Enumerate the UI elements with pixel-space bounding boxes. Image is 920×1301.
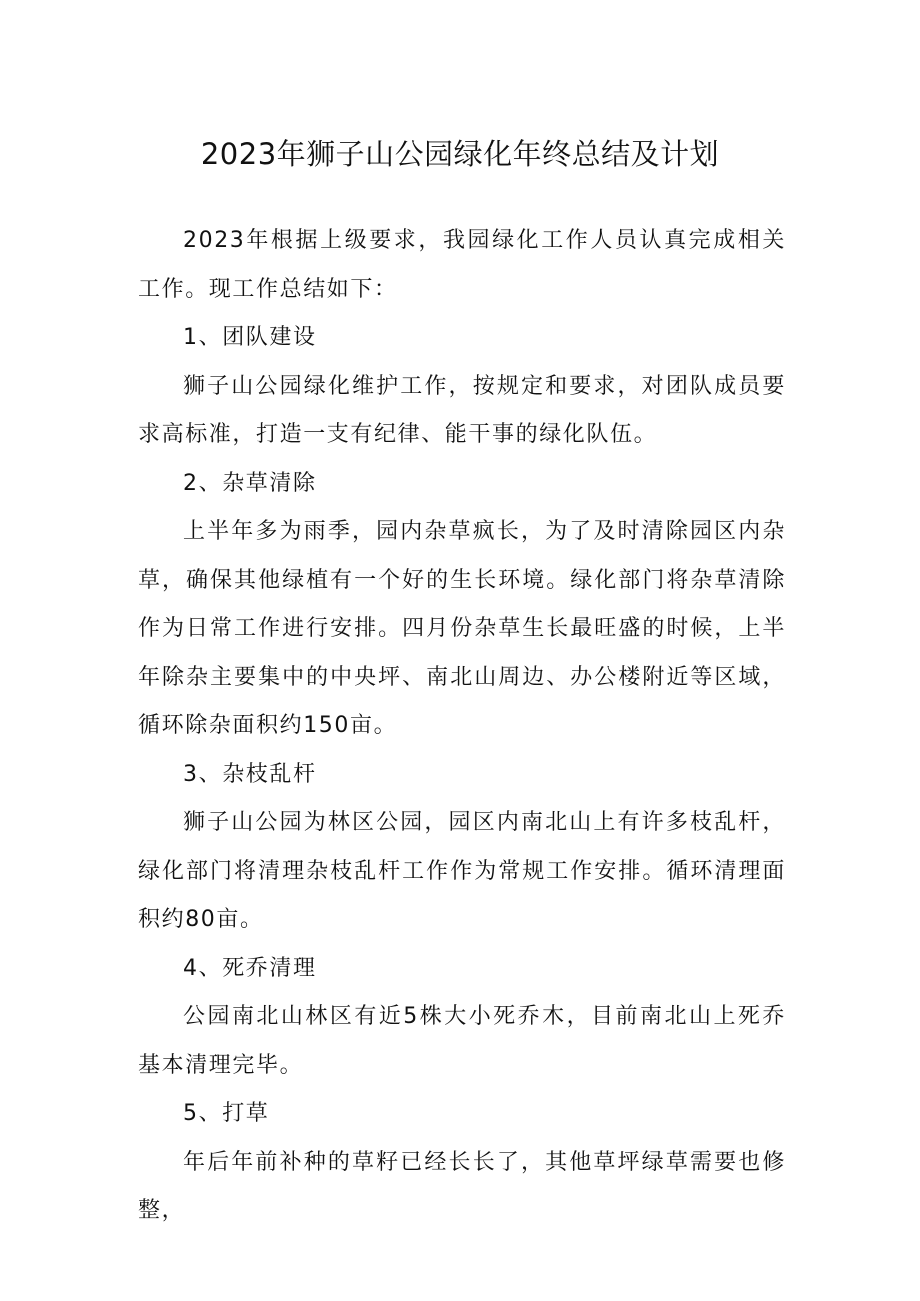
section-body-weeds: 上半年多为雨季，园内杂草疯长，为了及时清除园区内杂草，确保其他绿植有一个好的生长环境。绿化部门将杂草清除作为日常工作进行安排。四月份杂草生长最旺盛的时候，上半年除杂主要集中的中央坪、南北山周边、办公楼附近等区域，循环除杂面积约150亩。 <box>138 519 786 738</box>
section-body-dead-trees: 公园南北山林区有近5株大小死乔木，目前南北山上死乔基本清理完毕。 <box>138 1004 786 1078</box>
section-heading-dead-trees: 4、死乔清理 <box>183 955 317 981</box>
section-body-mowing: 年后年前补种的草籽已经长长了，其他草坪绿草需要也修整， <box>138 1149 786 1223</box>
document-body <box>138 217 786 1236</box>
section-heading-team: 1、团队建设 <box>183 325 317 350</box>
section-body-team: 狮子山公园绿化维护工作，按规定和要求，对团队成员要求高标准，打造一支有纪律、能干事的绿化队伍。 <box>138 373 786 447</box>
intro-paragraph: 2023年根据上级要求，我园绿化工作人员认真完成相关工作。现工作总结如下： <box>138 228 786 302</box>
section-heading-weeds: 2、杂草清除 <box>183 470 317 496</box>
section-heading-branches: 3、杂枝乱杆 <box>183 761 317 787</box>
section-heading-mowing: 5、打草 <box>183 1101 270 1126</box>
document-title: 2023年狮子山公园绿化年终总结及计划 <box>200 137 720 171</box>
section-body-branches: 狮子山公园为林区公园，园区内南北山上有许多枝乱杆，绿化部门将清理杂枝乱杆工作作为常规工作安排。循环清理面积约80亩。 <box>138 810 786 932</box>
